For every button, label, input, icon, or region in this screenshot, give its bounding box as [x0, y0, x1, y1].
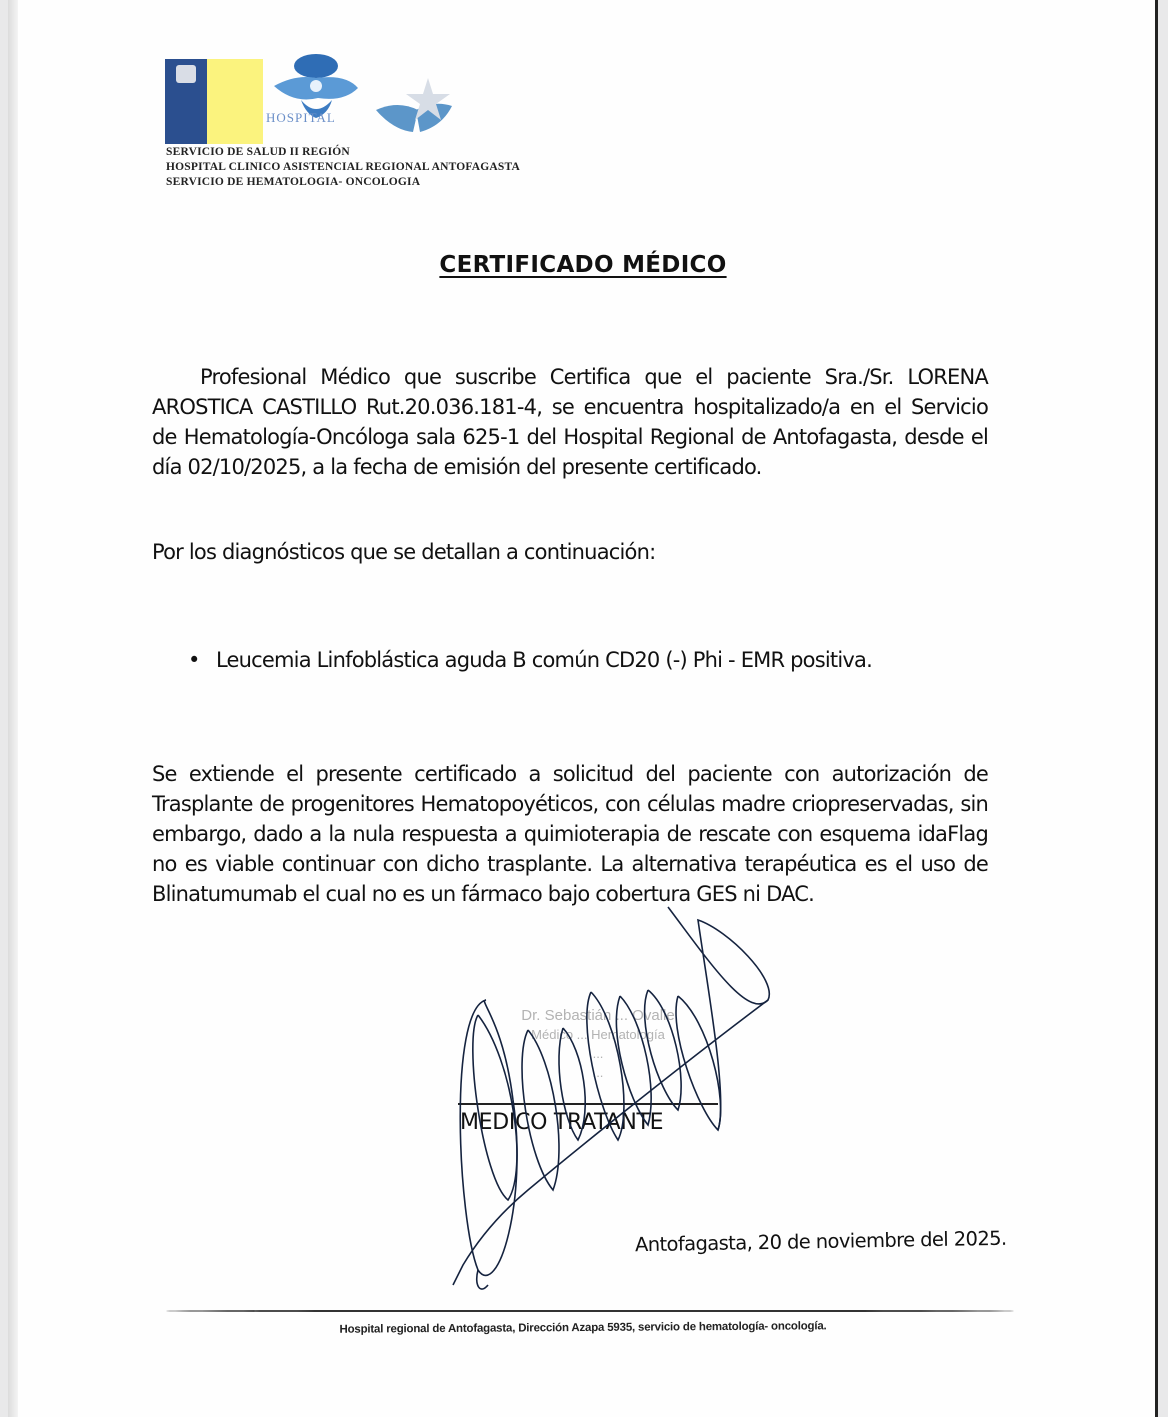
signature-line	[458, 1103, 718, 1105]
stamp-name: Dr. Sebastián ... Ovalle	[521, 1007, 675, 1024]
institution-header	[166, 145, 520, 190]
institution-line: SERVICIO DE SALUD II REGIÓN	[166, 146, 350, 158]
chile-government-emblem-icon	[165, 59, 265, 144]
scan-edge-shadow	[8, 0, 18, 1417]
doctor-stamp	[463, 1006, 733, 1082]
diagnosis-text: Leucemia Linfoblástica aguda B común CD20 (-) Phi - EMR positiva.	[216, 648, 872, 672]
certification-paragraph: Profesional Médico que suscribe Certifica que el paciente Sra./Sr. LORENA AROSTICA CASTILLO Rut.20.036.181-4, se encuentra hospitalizado/a en el Servicio de Hematología-Oncóloga sala 625-1 del Hospital Regional de Antofagasta, desde el día 02/10/2025, a la fecha de emisión del presente certificado.	[152, 365, 988, 479]
issue-date: Antofagasta, 20 de noviembre del 2025.	[634, 1226, 1007, 1257]
stamp-specialty: Médico ... Hematología	[531, 1027, 665, 1042]
footer-divider	[166, 1310, 1014, 1312]
request-paragraph: Se extiende el presente certificado a solicitud del paciente con autorización de Trasplante de progenitores Hematopoyéticos, con células madre criopreservadas, sin embargo, dado a la nula respuesta a quimioterapia de rescate con esquema idaFlag no es viable continuar con dicho trasplante. La alternativa terapéutica es el uso de Blinatumumab el cual no es un fármaco bajo cobertura GES ni DAC.	[152, 762, 988, 906]
institution-line: SERVICIO DE HEMATOLOGIA- ONCOLOGIA	[166, 176, 421, 188]
certificate-page	[8, 0, 1158, 1417]
handwritten-signature	[8, 0, 1158, 1417]
signature-label: MEDICO TRATANTE	[460, 1110, 664, 1135]
document-title: CERTIFICADO MÉDICO	[439, 252, 727, 278]
stamp-registry: ...	[592, 1046, 604, 1061]
stamp-rut: ...	[592, 1065, 604, 1080]
footer-address: Hospital regional de Antofagasta, Dirección Azapa 5935, servicio de hematología- oncología.	[339, 1320, 827, 1336]
hospital-logo-icon	[266, 48, 366, 148]
diagnosis-intro: Por los diagnósticos que se detallan a continuación:	[152, 540, 656, 564]
diagnosis-list-item	[188, 648, 872, 672]
star-logo-icon	[368, 70, 458, 140]
hospital-logo-text: HOSPITAL	[266, 110, 336, 125]
bullet-icon: •	[188, 648, 200, 672]
institution-line: HOSPITAL CLINICO ASISTENCIAL REGIONAL ANTOFAGASTA	[166, 161, 521, 173]
